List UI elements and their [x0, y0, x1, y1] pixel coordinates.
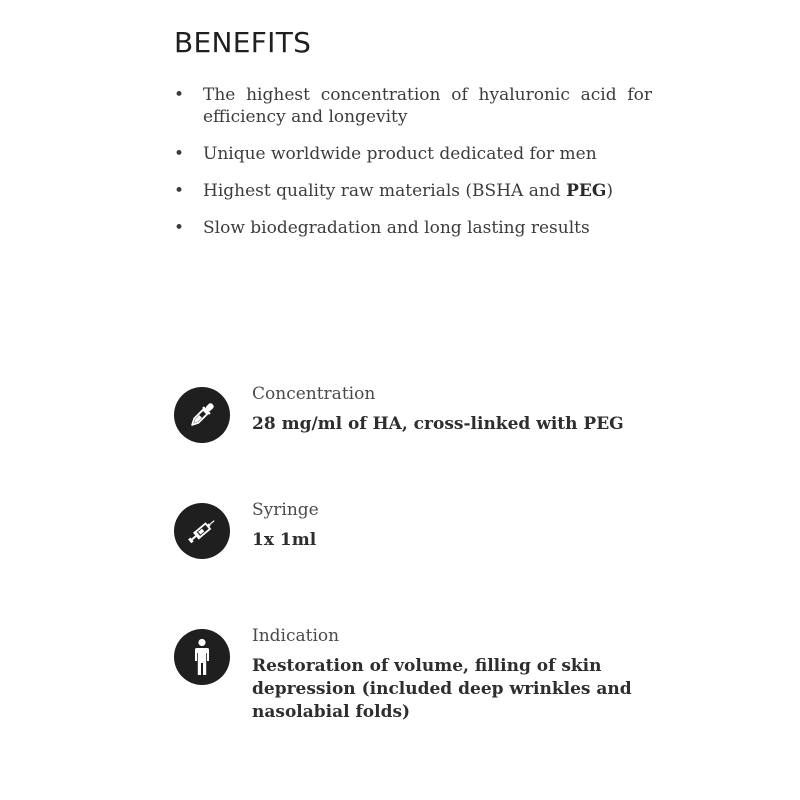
benefit-text: Unique worldwide product dedicated for men — [203, 144, 597, 164]
spec-value: 28 mg/ml of HA, cross-linked with PEG — [252, 414, 624, 434]
benefit-text-suffix: ) — [606, 181, 613, 201]
benefit-item-concentration — [174, 84, 652, 128]
benefit-text: The highest concentration of hyaluronic acid for efficiency and longevity — [203, 85, 652, 127]
benefits-list — [174, 84, 652, 254]
page-title: BENEFITS — [174, 26, 312, 59]
bullet-icon: • — [174, 85, 185, 105]
benefit-item-men — [174, 143, 652, 165]
benefit-text: Slow biodegradation and long lasting results — [203, 218, 590, 238]
benefit-item-materials — [174, 180, 652, 202]
spec-label: Concentration — [252, 384, 376, 404]
bullet-icon: • — [174, 181, 185, 201]
syringe-icon — [174, 503, 230, 559]
person-icon — [174, 629, 230, 685]
spec-value: 1x 1ml — [252, 530, 317, 550]
benefit-text-prefix: Highest quality raw materials (BSHA and — [203, 181, 567, 201]
spec-text — [252, 383, 644, 436]
bullet-icon: • — [174, 218, 185, 238]
spec-label: Syringe — [252, 500, 319, 520]
benefit-item-biodegradation — [174, 217, 652, 239]
bullet-icon: • — [174, 144, 185, 164]
dropper-icon — [174, 387, 230, 443]
spec-value: Restoration of volume, filling of skin depression (included deep wrinkles and nasolabial folds) — [252, 656, 632, 722]
spec-label: Indication — [252, 626, 340, 646]
spec-text — [252, 499, 644, 552]
benefit-text-bold: PEG — [566, 181, 607, 201]
spec-text — [252, 625, 644, 724]
